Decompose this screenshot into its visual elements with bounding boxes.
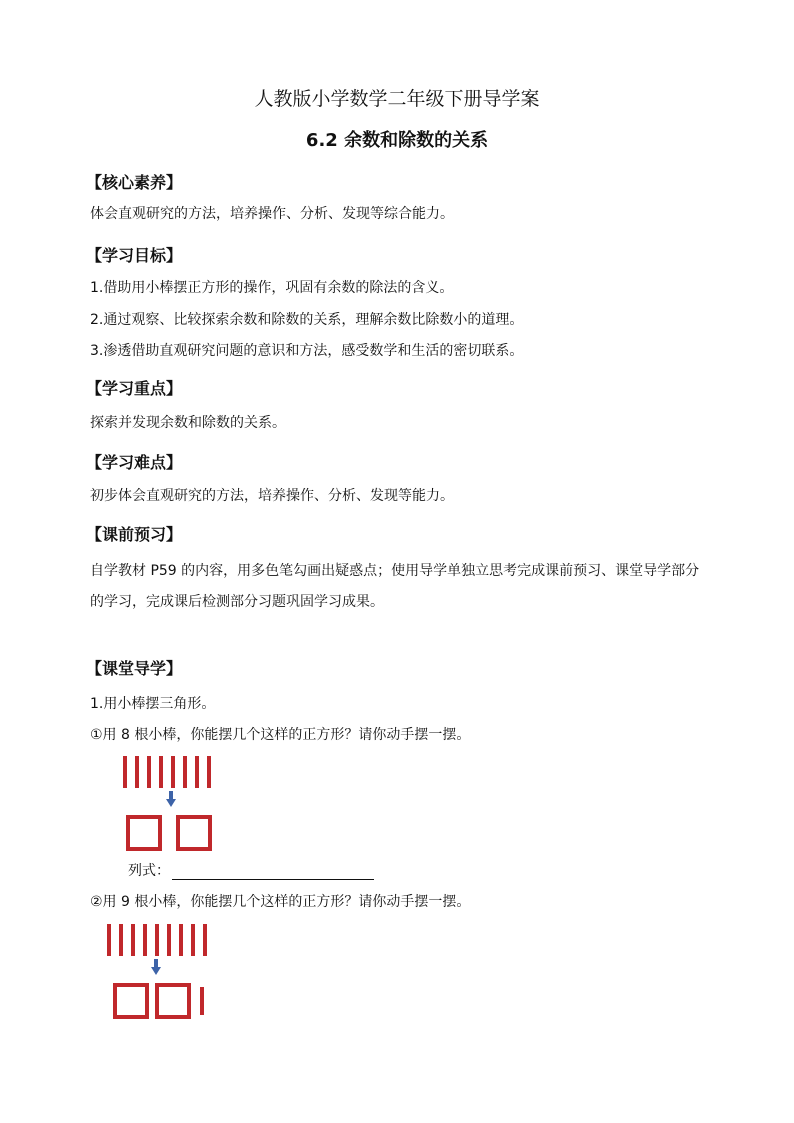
formula-line [128,860,374,880]
heading-key: 【学习重点】 [86,379,183,398]
stick [155,924,159,956]
heading-core: 【核心素养】 [86,173,183,192]
document-title: 人教版小学数学二年级下册导学案 [254,88,540,110]
stick-square [126,815,162,851]
heading-guide: 【课堂导学】 [86,659,183,678]
stick-square [155,983,191,1019]
stick [135,756,139,788]
stick [167,924,171,956]
down-arrow-icon [166,791,176,807]
stick [123,756,127,788]
heading-preview: 【课前预习】 [86,525,183,544]
stick [171,756,175,788]
stick-square [113,983,149,1019]
stick [159,756,163,788]
stick [107,924,111,956]
stick [147,756,151,788]
down-arrow-icon [151,959,161,975]
sticks-row-8 [123,756,211,788]
formula-blank[interactable] [172,863,374,880]
goal-item-3: 3.渗透借助直观研究问题的意识和方法，感受数学和生活的密切联系。 [90,343,524,359]
leftover-stick [200,987,204,1015]
stick [143,924,147,956]
lesson-title: 6.2 余数和除数的关系 [305,130,489,151]
stick [119,924,123,956]
stick [195,756,199,788]
goal-item-2: 2.通过观察、比较探索余数和除数的关系，理解余数比除数小的道理。 [90,312,524,328]
stick [131,924,135,956]
stick-square [176,815,212,851]
stick [203,924,207,956]
stick [179,924,183,956]
heading-goals: 【学习目标】 [86,246,183,265]
guide-question-1: 1.用小棒摆三角形。 [90,696,216,712]
guide-question-1a: ①用 8 根小棒，你能摆几个这样的正方形？请你动手摆一摆。 [90,727,471,743]
goal-item-1: 1.借助用小棒摆正方形的操作，巩固有余数的除法的含义。 [90,280,454,296]
formula-label: 列式： [128,863,170,879]
guide-question-1b: ②用 9 根小棒，你能摆几个这样的正方形？请你动手摆一摆。 [90,894,471,910]
heading-difficulty: 【学习难点】 [86,453,183,472]
key-text: 探索并发现余数和除数的关系。 [90,415,286,431]
stick [191,924,195,956]
difficulty-text: 初步体会直观研究的方法，培养操作、分析、发现等能力。 [90,488,454,504]
stick [207,756,211,788]
stick [183,756,187,788]
sticks-row-9 [107,924,207,956]
core-text: 体会直观研究的方法，培养操作、分析、发现等综合能力。 [90,206,454,222]
preview-text: 自学教材 P59 的内容，用多色笔勾画出疑惑点；使用导学单独立思考完成课前预习、课堂导学部分的学习，完成课后检测部分习题巩固学习成果。 [90,563,700,610]
